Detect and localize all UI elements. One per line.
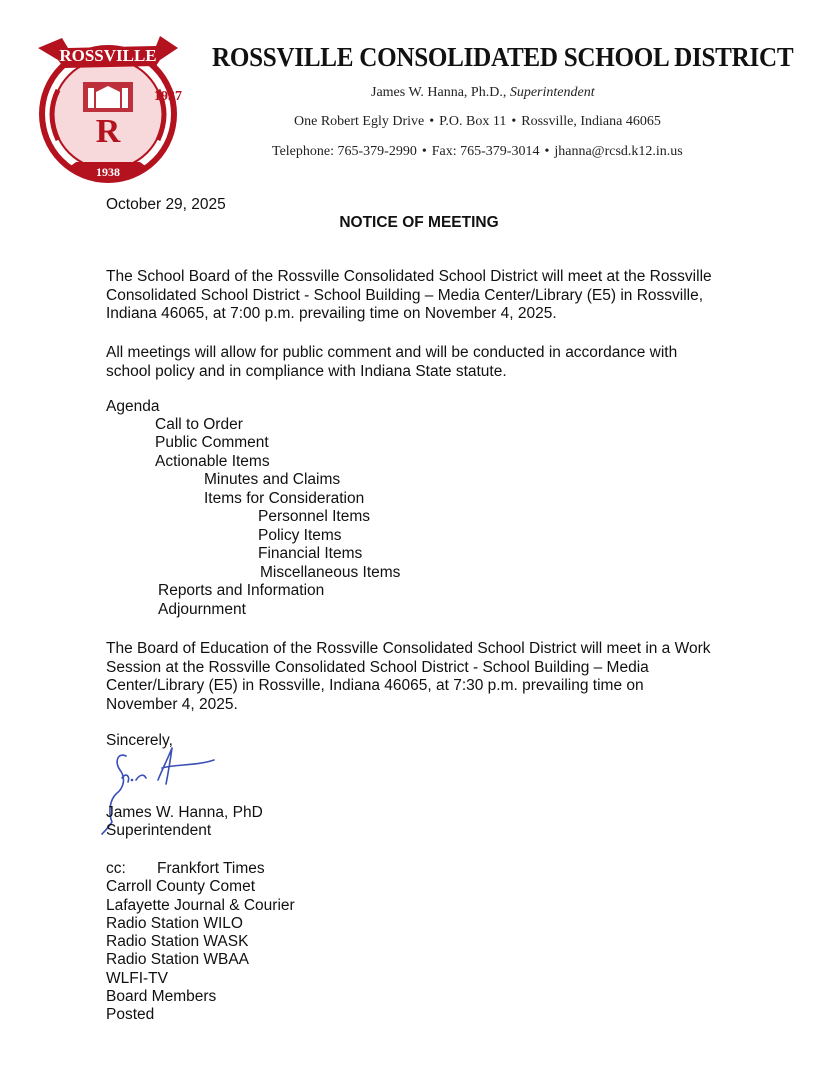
district-name-heading: ROSSVILLE CONSOLIDATED SCHOOL DISTRICT bbox=[212, 42, 794, 72]
agenda-item-minutes-and-claims: Minutes and Claims bbox=[204, 471, 341, 488]
seal-year-text: 1937 bbox=[154, 89, 182, 104]
address-po-box: P.O. Box 11 bbox=[439, 114, 507, 129]
cc-label: cc: bbox=[106, 860, 126, 877]
seal-top-text: ROSSVILLE bbox=[59, 46, 157, 65]
agenda-item-items-for-consideration: Items for Consideration bbox=[204, 490, 365, 507]
district-seal-logo bbox=[28, 30, 188, 190]
signer-name: James W. Hanna, PhD bbox=[106, 804, 263, 821]
separator-bullet: • bbox=[421, 144, 427, 159]
address-line bbox=[294, 114, 661, 130]
agenda-item-actionable-items: Actionable Items bbox=[155, 453, 270, 470]
superintendent-title: Superintendent bbox=[509, 85, 595, 100]
telephone: Telephone: 765-379-2990 bbox=[272, 144, 417, 159]
agenda-item-policy: Policy Items bbox=[258, 527, 342, 544]
agenda-item-reports: Reports and Information bbox=[158, 582, 325, 599]
cc-recipient: Radio Station WILO bbox=[106, 915, 243, 932]
paragraph-line: Center/Library (E5) in Rossville, Indiana 46065, at 7:30 p.m. prevailing time on bbox=[106, 677, 644, 694]
separator-bullet: • bbox=[511, 114, 517, 129]
cc-recipient: Board Members bbox=[106, 988, 217, 1005]
seal-bottom-text: 1938 bbox=[96, 165, 120, 179]
cc-recipient: Lafayette Journal & Courier bbox=[106, 897, 295, 914]
meeting-paragraph bbox=[106, 268, 712, 324]
cc-recipient: Posted bbox=[106, 1006, 155, 1023]
paragraph-line: Indiana 46065, at 7:00 p.m. prevailing time on November 4, 2025. bbox=[106, 305, 557, 322]
closing: Sincerely, bbox=[106, 732, 173, 749]
superintendent-name: James W. Hanna, Ph.D., bbox=[371, 85, 507, 100]
public-comment-paragraph bbox=[106, 344, 677, 381]
separator-bullet: • bbox=[544, 144, 550, 159]
email: jhanna@rcsd.k12.in.us bbox=[554, 144, 683, 159]
agenda-item-financial: Financial Items bbox=[258, 545, 363, 562]
signer-title: Superintendent bbox=[106, 822, 212, 839]
notice-title: NOTICE OF MEETING bbox=[339, 214, 499, 231]
cc-recipient: Carroll County Comet bbox=[106, 878, 256, 895]
paragraph-line: The School Board of the Rossville Consolidated School District will meet at the Rossville bbox=[106, 268, 712, 285]
seal-monogram: R bbox=[95, 113, 121, 150]
agenda-item-public-comment: Public Comment bbox=[155, 434, 269, 451]
paragraph-line: Session at the Rossville Consolidated School District - School Building – Media bbox=[106, 658, 649, 676]
paragraph-line: November 4, 2025. bbox=[106, 695, 238, 713]
letter-date: October 29, 2025 bbox=[106, 196, 226, 213]
work-session-paragraph bbox=[106, 640, 711, 714]
agenda-item-call-to-order: Call to Order bbox=[155, 416, 243, 433]
paragraph-line: All meetings will allow for public comment and will be conducted in accordance with bbox=[106, 344, 678, 361]
cc-recipient: Radio Station WBAA bbox=[106, 951, 250, 968]
agenda-item-personnel: Personnel Items bbox=[258, 508, 370, 525]
agenda-item-miscellaneous: Miscellaneous Items bbox=[260, 564, 401, 581]
superintendent-line bbox=[371, 85, 595, 101]
address-city: Rossville, Indiana 46065 bbox=[521, 114, 661, 129]
separator-bullet: • bbox=[429, 114, 435, 129]
contact-line bbox=[272, 144, 683, 160]
agenda-label: Agenda bbox=[106, 398, 160, 415]
paragraph-line: school policy and in compliance with Indiana State statute. bbox=[106, 362, 507, 380]
fax: Fax: 765-379-3014 bbox=[431, 144, 540, 159]
paragraph-line: The Board of Education of the Rossville Consolidated School District will meet in a Work bbox=[106, 640, 711, 657]
paragraph-line: Consolidated School District - School Building – Media Center/Library (E5) in Rossville, bbox=[106, 286, 704, 304]
cc-recipient: WLFI-TV bbox=[106, 970, 168, 987]
cc-recipient: Radio Station WASK bbox=[106, 933, 249, 950]
agenda-item-adjournment: Adjournment bbox=[158, 601, 246, 618]
cc-recipient: Frankfort Times bbox=[157, 860, 265, 877]
address-street: One Robert Egly Drive bbox=[294, 114, 425, 129]
